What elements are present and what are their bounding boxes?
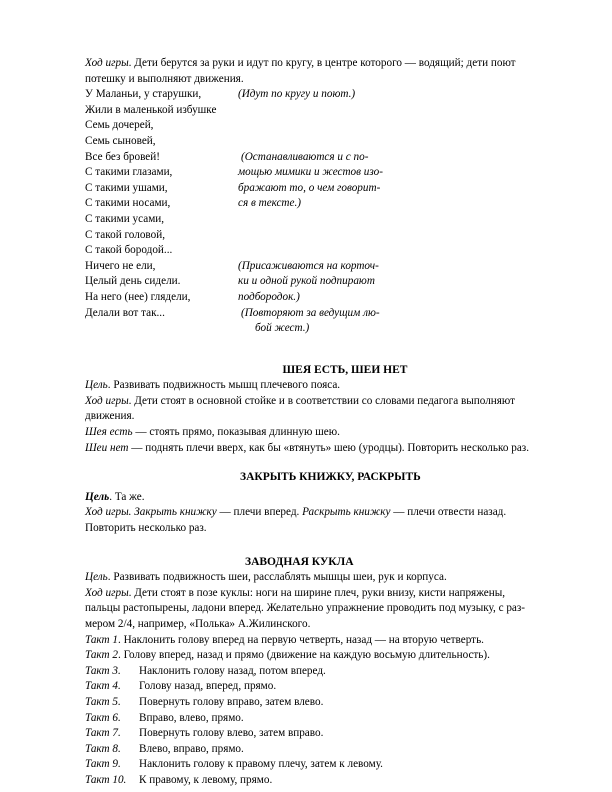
poem-row xyxy=(85,228,545,244)
poem-row xyxy=(85,259,545,275)
goal-label: Цель xyxy=(85,490,110,503)
play-text: — плечи отвести назад. xyxy=(390,506,507,519)
play-line: пальцы растопырены, ладони вперед. Желательно упражнение проводить под музыку, с раз- xyxy=(85,602,526,615)
takt-text: Влево, вправо, прямо. xyxy=(139,742,244,755)
poem-line: С такой головой, xyxy=(85,228,166,241)
goal-line xyxy=(85,378,545,394)
play-label: Ход игры. Закрыть книжку xyxy=(85,506,217,519)
takt-row xyxy=(85,695,545,711)
play-label: Ход игры xyxy=(85,586,129,599)
play-line: Повторить несколько раз. xyxy=(85,522,207,535)
instruction-line xyxy=(85,441,545,457)
poem-line: Все без бровей! xyxy=(85,150,160,163)
takt-label: Такт 6. xyxy=(85,711,121,724)
poem-line: Целый день сидели. xyxy=(85,275,181,288)
goal-text: . Развивать подвижность мышц плечевого пояса. xyxy=(107,379,341,392)
takt-row xyxy=(85,757,545,773)
takt-label: Такт 3. xyxy=(85,664,121,677)
takt-text: К правому, к левому, прямо. xyxy=(139,773,273,786)
takt-label: Такт 1 xyxy=(85,633,118,646)
poem-note: ся в тексте.) xyxy=(238,197,302,210)
poem-line: С такими носами, xyxy=(85,197,171,210)
takt-text: Наклонить голову назад, потом вперед. xyxy=(139,664,326,677)
instruction-text: — поднять плечи вверх, как бы «втянуть» шею (уродцы). Повторить несколько раз. xyxy=(128,441,530,454)
takt-text: Голову назад, вперед, прямо. xyxy=(139,680,277,693)
instruction-label: Шеи нет xyxy=(85,441,129,454)
poem-row xyxy=(85,196,545,212)
takt-text: . Голову вперед, назад и прямо (движение на каждую восьмую длительность). xyxy=(117,649,490,662)
goal-text: . Та же. xyxy=(109,490,145,503)
poem-row xyxy=(85,243,545,259)
play-text: — плечи вперед. xyxy=(216,506,303,519)
poem-note: (Присаживаются на корточ- xyxy=(238,259,379,272)
poem-line: Семь сыновей, xyxy=(85,134,156,147)
poem-note: подбородок.) xyxy=(238,290,300,303)
play-label: Ход игры xyxy=(85,394,129,407)
poem-note: бражают то, о чем говорит- xyxy=(238,181,381,194)
takt-row xyxy=(85,633,545,649)
takt-label: Такт 8. xyxy=(85,742,121,755)
takt-label: Такт 10. xyxy=(85,773,127,786)
takt-text: Повернуть голову вправо, затем влево. xyxy=(139,695,324,708)
poem-row xyxy=(85,150,545,166)
play-label: Раскрыть книжку xyxy=(302,506,391,519)
takt-row xyxy=(85,664,545,680)
poem-row xyxy=(85,290,545,306)
play-line xyxy=(85,394,545,410)
poem-row xyxy=(85,306,545,322)
goal-label: Цель xyxy=(85,571,108,584)
takt-label: Такт 5. xyxy=(85,695,121,708)
goal-label: Цель xyxy=(85,379,108,392)
poem-row xyxy=(85,274,545,290)
takt-row xyxy=(85,726,545,742)
goal-text: . Развивать подвижность шеи, расслаблять мышцы шеи, рук и корпуса. xyxy=(107,571,447,584)
takt-text: Наклонить голову к правому плечу, затем к левому. xyxy=(139,758,383,771)
goal-line xyxy=(85,490,545,506)
takt-row xyxy=(85,742,545,758)
play-line xyxy=(85,505,545,521)
poem-line: С такими ушами, xyxy=(85,181,168,194)
play-line: мером 2/4, например, «Полька» А.Жилинского. xyxy=(85,618,311,630)
poem-line: На него (нее) глядели, xyxy=(85,290,191,303)
document-page xyxy=(85,56,545,789)
takt-label: Такт 4. xyxy=(85,680,121,693)
poem-row xyxy=(85,87,545,103)
poem-line: У Маланьи, у старушки, xyxy=(85,88,202,101)
poem-row xyxy=(85,118,545,134)
section-title: ЗАКРЫТЬ КНИЖКУ, РАСКРЫТЬ xyxy=(240,471,421,484)
takt-row xyxy=(85,773,545,789)
section-title: ЗАВОДНАЯ КУКЛА xyxy=(245,555,354,568)
instruction-text: — стоять прямо, показывая длинную шею. xyxy=(132,426,340,439)
takt-row xyxy=(85,711,545,727)
poem-note: (Останавливаются и с по- xyxy=(241,150,369,163)
poem-row xyxy=(85,165,545,181)
poem xyxy=(85,87,545,337)
poem-row xyxy=(85,321,545,337)
poem-note: бой жест.) xyxy=(255,322,310,335)
takt-text: . Наклонить голову вперед на первую четверть, назад — на вторую четверть. xyxy=(117,633,484,646)
intro-text: . Дети берутся за руки и идут по кругу, в центре которого — водящий; дети поют xyxy=(128,57,516,69)
poem-line: Жили в маленькой избушке xyxy=(85,103,217,116)
poem-row xyxy=(85,181,545,197)
poem-line: С такими глазами, xyxy=(85,166,173,179)
instruction-label: Шея есть xyxy=(85,426,133,439)
takt-text: Вправо, влево, прямо. xyxy=(139,711,244,724)
poem-line: С такими усами, xyxy=(85,212,165,225)
poem-note: мощью мимики и жестов изо- xyxy=(238,166,383,179)
poem-line: Делали вот так... xyxy=(85,306,165,319)
takt-label: Такт 9. xyxy=(85,758,121,771)
poem-line: Семь дочерей, xyxy=(85,119,154,132)
takt-label: Такт 2 xyxy=(85,649,118,662)
goal-line xyxy=(85,570,545,586)
poem-note: ки и одной рукой подпирают xyxy=(238,275,375,288)
poem-row xyxy=(85,103,545,119)
intro-line-2: потешку и выполняют движения. xyxy=(85,72,244,85)
play-text: . Дети стоят в основной стойке и в соответствии со словами педагога выполняют xyxy=(128,394,516,407)
poem-note: (Повторяют за ведущим лю- xyxy=(241,306,380,319)
play-line xyxy=(85,586,545,602)
poem-line: С такой бородой... xyxy=(85,244,173,257)
poem-row xyxy=(85,134,545,150)
poem-row xyxy=(85,212,545,228)
instruction-line xyxy=(85,425,545,441)
poem-note: (Идут по кругу и поют.) xyxy=(238,88,356,101)
section-title: ШЕЯ ЕСТЬ, ШЕИ НЕТ xyxy=(282,363,408,376)
intro-line-1 xyxy=(85,56,545,72)
poem-line: Ничего не ели, xyxy=(85,259,156,272)
takt-row xyxy=(85,679,545,695)
play-text: . Дети стоят в позе куклы: ноги на ширине плеч, руки внизу, кисти напряжены, xyxy=(128,586,506,599)
takt-label: Такт 7. xyxy=(85,727,121,740)
play-line: движения. xyxy=(85,410,135,423)
takt-row xyxy=(85,648,545,664)
intro-label: Ход игры xyxy=(85,57,129,69)
takt-text: Повернуть голову влево, затем вправо. xyxy=(139,727,324,740)
